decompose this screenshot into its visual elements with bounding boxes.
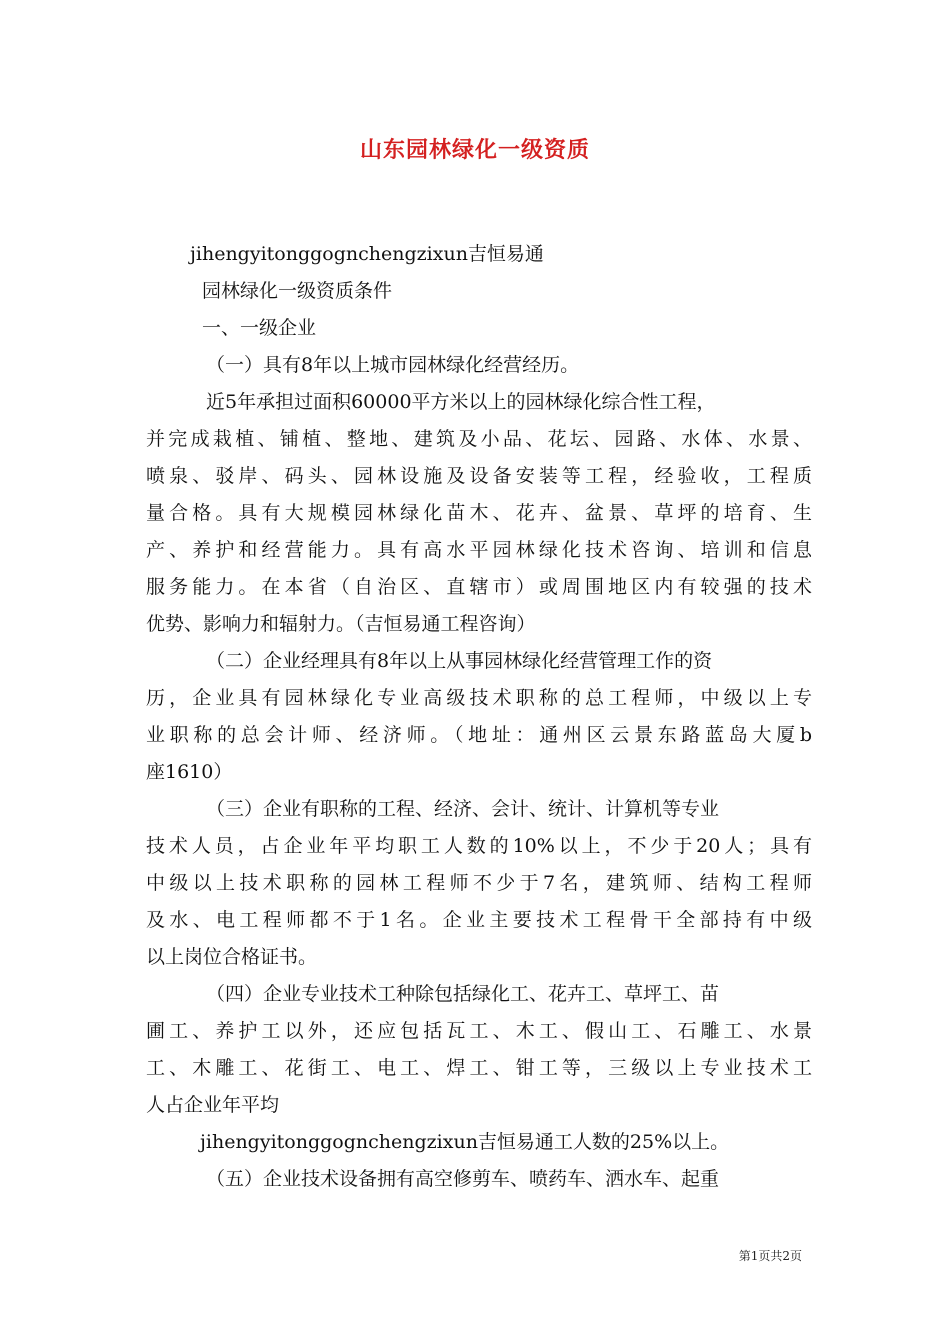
text-line: 座1610）	[146, 761, 233, 783]
text-line: 以上岗位合格证书。	[146, 946, 318, 968]
text-line: 近5年承担过面积60000平方米以上的园林绿化综合性工程，	[206, 391, 716, 413]
text-line: 历，企业具有园林绿化专业高级技术职称的总工程师，中级以上专	[146, 687, 812, 709]
text-line: 并完成栽植、铺植、整地、建筑及小品、花坛、园路、水体、水景、	[146, 428, 812, 450]
text-line: （二）企业经理具有8年以上从事园林绿化经营管理工作的资	[206, 650, 713, 672]
text-line: 优势、影响力和辐射力。（吉恒易通工程咨询）	[146, 613, 536, 635]
text-line: 喷泉、驳岸、码头、园林设施及设备安装等工程，经验收，工程质	[146, 465, 812, 487]
text-line: 圃工、养护工以外，还应包括瓦工、木工、假山工、石雕工、水景	[146, 1020, 812, 1042]
text-line: 服务能力。在本省（自治区、直辖市）或周围地区内有较强的技术	[146, 576, 812, 598]
text-line: 人占企业年平均	[146, 1094, 280, 1116]
text-line: （四）企业专业技术工种除包括绿化工、花卉工、草坪工、苗	[206, 983, 720, 1005]
text-line: jihengyitonggognchengzixun吉恒易通工人数的25%以上。	[200, 1131, 730, 1153]
text-line: 产、养护和经营能力。具有高水平园林绿化技术咨询、培训和信息	[146, 539, 812, 561]
text-line: 及水、电工程师都不于1名。企业主要技术工程骨干全部持有中级	[146, 909, 812, 931]
text-line: 中级以上技术职称的园林工程师不少于7名，建筑师、结构工程师	[146, 872, 812, 894]
section-heading: 园林绿化一级资质条件	[202, 280, 393, 302]
text-line: jihengyitonggognchengzixun吉恒易通	[190, 243, 544, 265]
text-line: （三）企业有职称的工程、经济、会计、统计、计算机等专业	[206, 798, 720, 820]
text-line: 技术人员，占企业年平均职工人数的10%以上，不少于20人；具有	[146, 835, 812, 857]
text-line: （一）具有8年以上城市园林绿化经营经历。	[206, 354, 580, 376]
text-line: 业职称的总会计师、经济师。（地址：通州区云景东路蓝岛大厦b	[146, 724, 812, 746]
text-line: （五）企业技术设备拥有高空修剪车、喷药车、洒水车、起重	[206, 1168, 720, 1190]
section-heading: 一、一级企业	[202, 317, 317, 339]
document-body	[146, 236, 812, 1198]
text-line: 工、木雕工、花街工、电工、焊工、钳工等，三级以上专业技术工	[146, 1057, 812, 1079]
text-line: 量合格。具有大规模园林绿化苗木、花卉、盆景、草坪的培育、生	[146, 502, 812, 524]
document-title: 山东园林绿化一级资质	[359, 137, 590, 163]
page-number: 第1页共2页	[738, 1249, 802, 1263]
